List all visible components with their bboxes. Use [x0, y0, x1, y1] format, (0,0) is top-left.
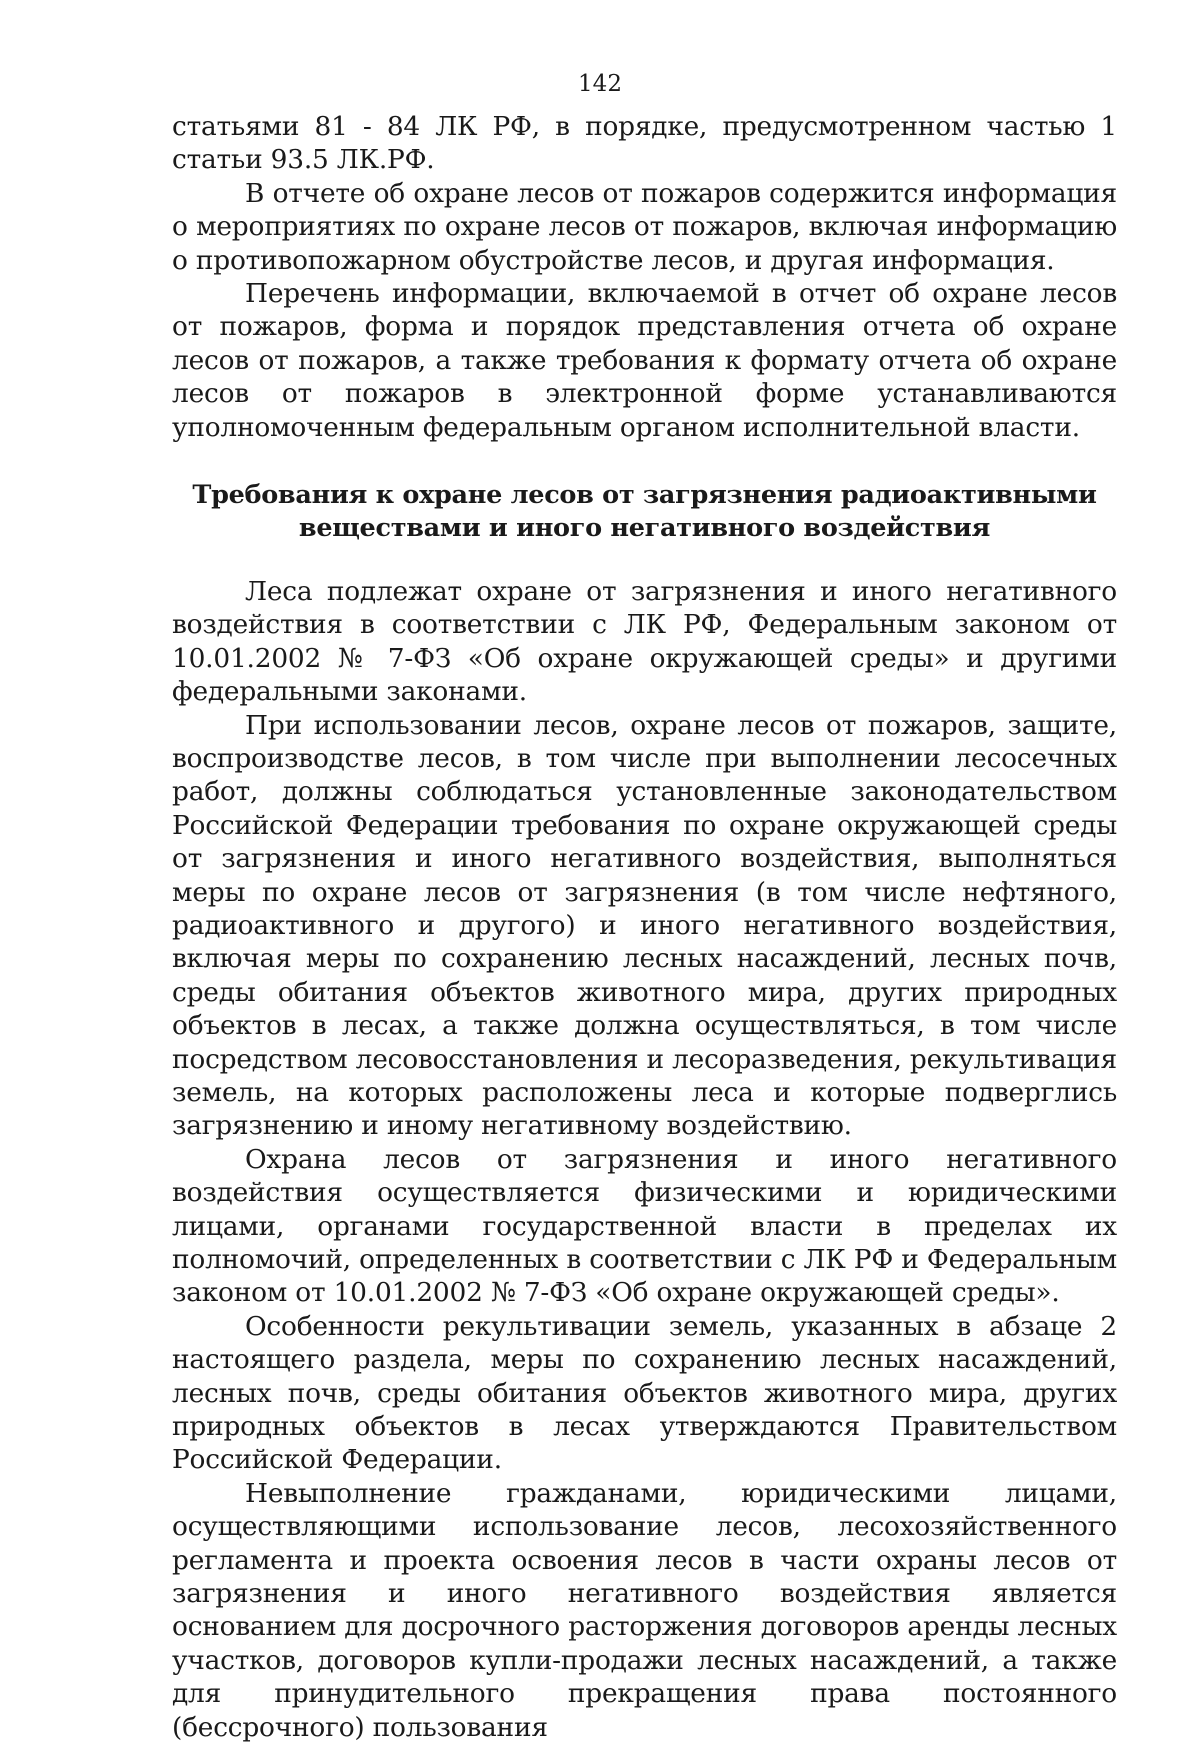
paragraph: При использовании лесов, охране лесов от пожаров, защите, воспроизводстве лесов, в том числе при выполнении лесосечных работ, должны соблюдаться установленные законодательством Российской Федерации требования по охране окружающей среды от загрязнения и иного негативного воздействия, выполняться меры по охране лесов от загрязнения (в том числе нефтяного, радиоактивного и другого) и иного негативного воздействия, включая меры по сохранению лесных насаждений, лесных почв, среды обитания объектов животного мира, других природных объектов в лесах, а также должна осуществляться, в том числе посредством лесовосстановления и лесоразведения, рекультивация земель, на которых расположены леса и которые подверглись загрязнению и иному негативному воздействию. [172, 709, 1117, 1142]
section-heading [172, 479, 1117, 546]
paragraph: Особенности рекультивации земель, указанных в абзаце 2 настоящего раздела, меры по сохранению лесных насаждений, лесных почв, среды обитания объектов животного мира, других природных объектов в лесах утверждаются Правительством Российской Федерации. [172, 1310, 1117, 1476]
paragraph: Перечень информации, включаемой в отчет об охране лесов от пожаров, форма и порядок представления отчета об охране лесов от пожаров, а также требования к формату отчета об охране лесов от пожаров в электронной форме устанавливаются уполномоченным федеральным органом исполнительной власти. [172, 278, 1117, 443]
document-body [172, 110, 1117, 1744]
paragraph: Охрана лесов от загрязнения и иного негативного воздействия осуществляется физическими и юридическими лицами, органами государственной власти в пределах их полномочий, определенных в соответствии с ЛК РФ и Федеральным законом от 10.01.2002 № 7-ФЗ «Об охране окружающей среды». [172, 1143, 1117, 1309]
section-heading-line: Требования к охране лесов от загрязнения радиоактивными [192, 480, 1097, 511]
paragraph: Леса подлежат охране от загрязнения и иного негативного воздействия в соответствии с ЛК РФ, Федеральным законом от 10.01.2002 № 7-ФЗ «Об охране окружающей среды» и другими федеральными законами. [172, 575, 1117, 708]
paragraph: В отчете об охране лесов от пожаров содержится информация о мероприятиях по охране лесов от пожаров, включая информацию о противопожарном обустройстве лесов, и другая информация. [172, 177, 1117, 276]
page-number: 142 [578, 71, 622, 97]
section-heading-line: веществами и иного негативного воздействия [298, 513, 991, 544]
paragraph-continued: Невыполнение гражданами, юридическими лицами, осуществляющими использование лесов, лесохозяйственного регламента и проекта освоения лесов в части охраны лесов от загрязнения и иного негативного воздействия является основанием для досрочного расторжения договоров аренды лесных участков, договоров купли-продажи лесных насаждений, а также для принудительного прекращения права постоянного (бессрочного) пользования [172, 1477, 1117, 1743]
paragraph-continuation: статьями 81 - 84 ЛК РФ, в порядке, предусмотренном частью 1 статьи 93.5 ЛК.РФ. [172, 111, 1117, 176]
